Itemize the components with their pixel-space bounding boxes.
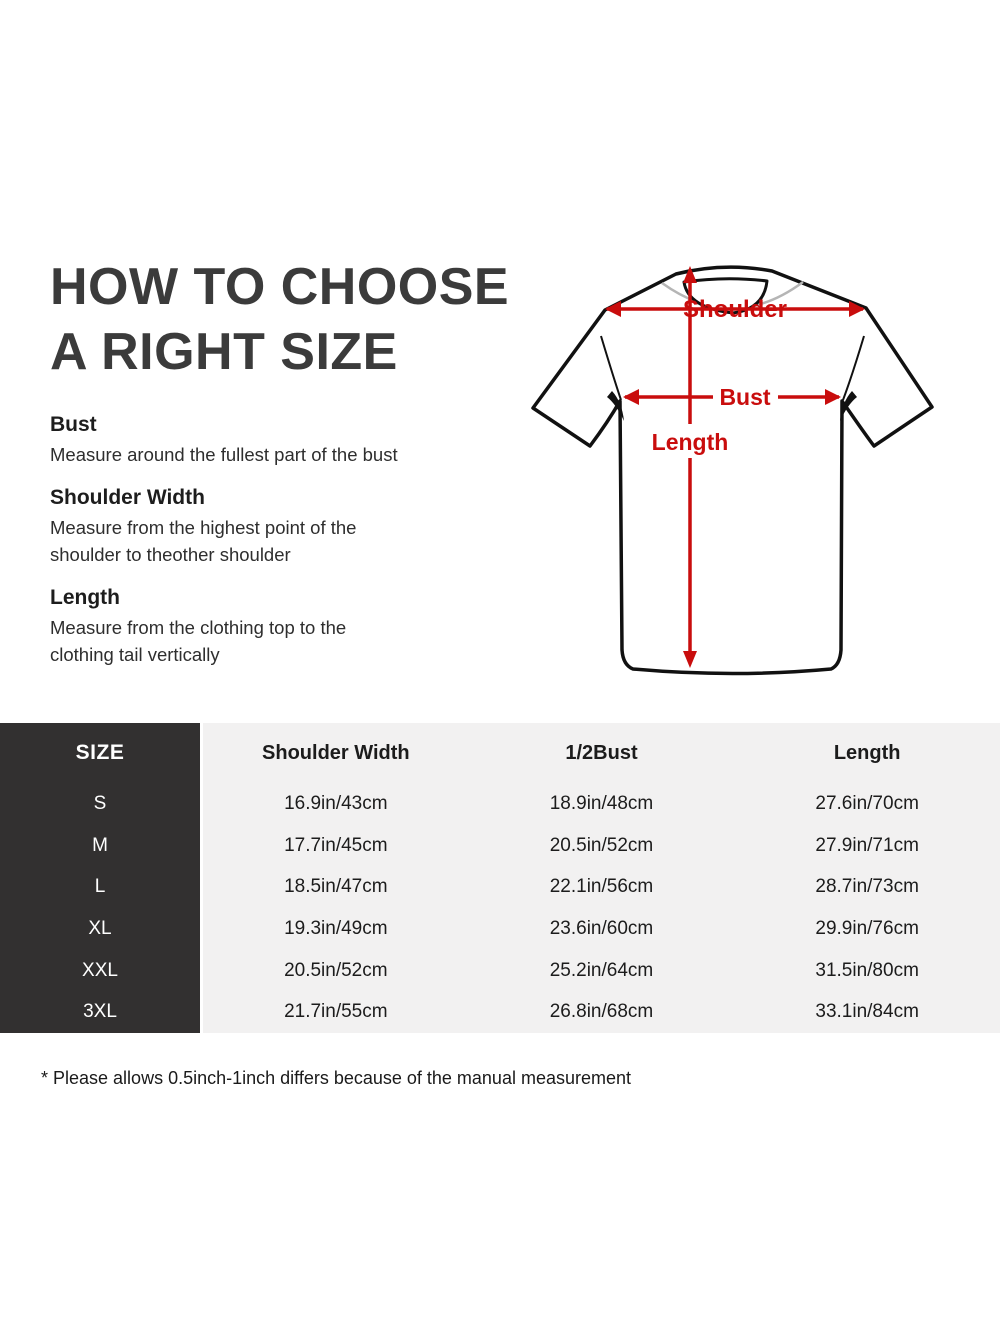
size-row-value: 17.7in/45cm [203,825,469,867]
shoulder-arrow-label: Shoulder [682,296,788,323]
instruction-shoulder-title: Shoulder Width [50,486,205,509]
instruction-length-text: Measure from the clothing top to the clothing tail vertically [50,617,347,665]
instruction-length [50,585,490,668]
size-row-value: 20.5in/52cm [469,825,735,867]
tshirt-outline [533,267,932,673]
instruction-bust [50,412,490,468]
size-row-value: 21.7in/55cm [203,991,469,1033]
size-row-value: 16.9in/43cm [203,783,469,825]
size-row-label: 3XL [0,991,203,1033]
page-title-line2: A RIGHT SIZE [50,323,398,381]
page-title-line1: HOW TO CHOOSE [50,258,510,316]
page-title [50,255,509,385]
size-row-value: 27.9in/71cm [734,825,1000,867]
instruction-shoulder-text: Measure from the highest point of the shoulder to theother shoulder [50,517,357,565]
size-row-value: 29.9in/76cm [734,908,1000,950]
size-row-label: S [0,783,203,825]
size-table [0,723,1000,1033]
instruction-shoulder-width [50,485,490,568]
size-row-value: 18.5in/47cm [203,866,469,908]
size-row-value: 27.6in/70cm [734,783,1000,825]
size-row-value: 18.9in/48cm [469,783,735,825]
size-row-value: 23.6in/60cm [469,908,735,950]
bust-arrow-label: Bust [719,384,771,410]
size-row-label: XL [0,908,203,950]
measurement-disclaimer: * Please allows 0.5inch-1inch differs because of the manual measurement [41,1068,632,1088]
instruction-bust-title: Bust [50,413,97,436]
size-table-header-shoulder-width: Shoulder Width [203,723,469,783]
instruction-bust-text: Measure around the fullest part of the bust [50,444,398,465]
measurement-instructions [50,412,490,685]
size-row-value: 26.8in/68cm [469,991,735,1033]
tshirt-diagram [505,248,985,708]
size-row-value: 22.1in/56cm [469,866,735,908]
instruction-length-title: Length [50,586,120,609]
size-table-header-length: Length [734,723,1000,783]
size-row-value: 19.3in/49cm [203,908,469,950]
size-row-label: L [0,866,203,908]
size-table-header-half-bust: 1/2Bust [469,723,735,783]
size-row-value: 20.5in/52cm [203,950,469,992]
size-row-value: 25.2in/64cm [469,950,735,992]
size-row-value: 31.5in/80cm [734,950,1000,992]
size-table-header-size: SIZE [0,723,203,783]
size-row-label: M [0,825,203,867]
size-row-value: 33.1in/84cm [734,991,1000,1033]
size-row-label: XXL [0,950,203,992]
length-arrow-label: Length [651,429,729,455]
size-row-value: 28.7in/73cm [734,866,1000,908]
